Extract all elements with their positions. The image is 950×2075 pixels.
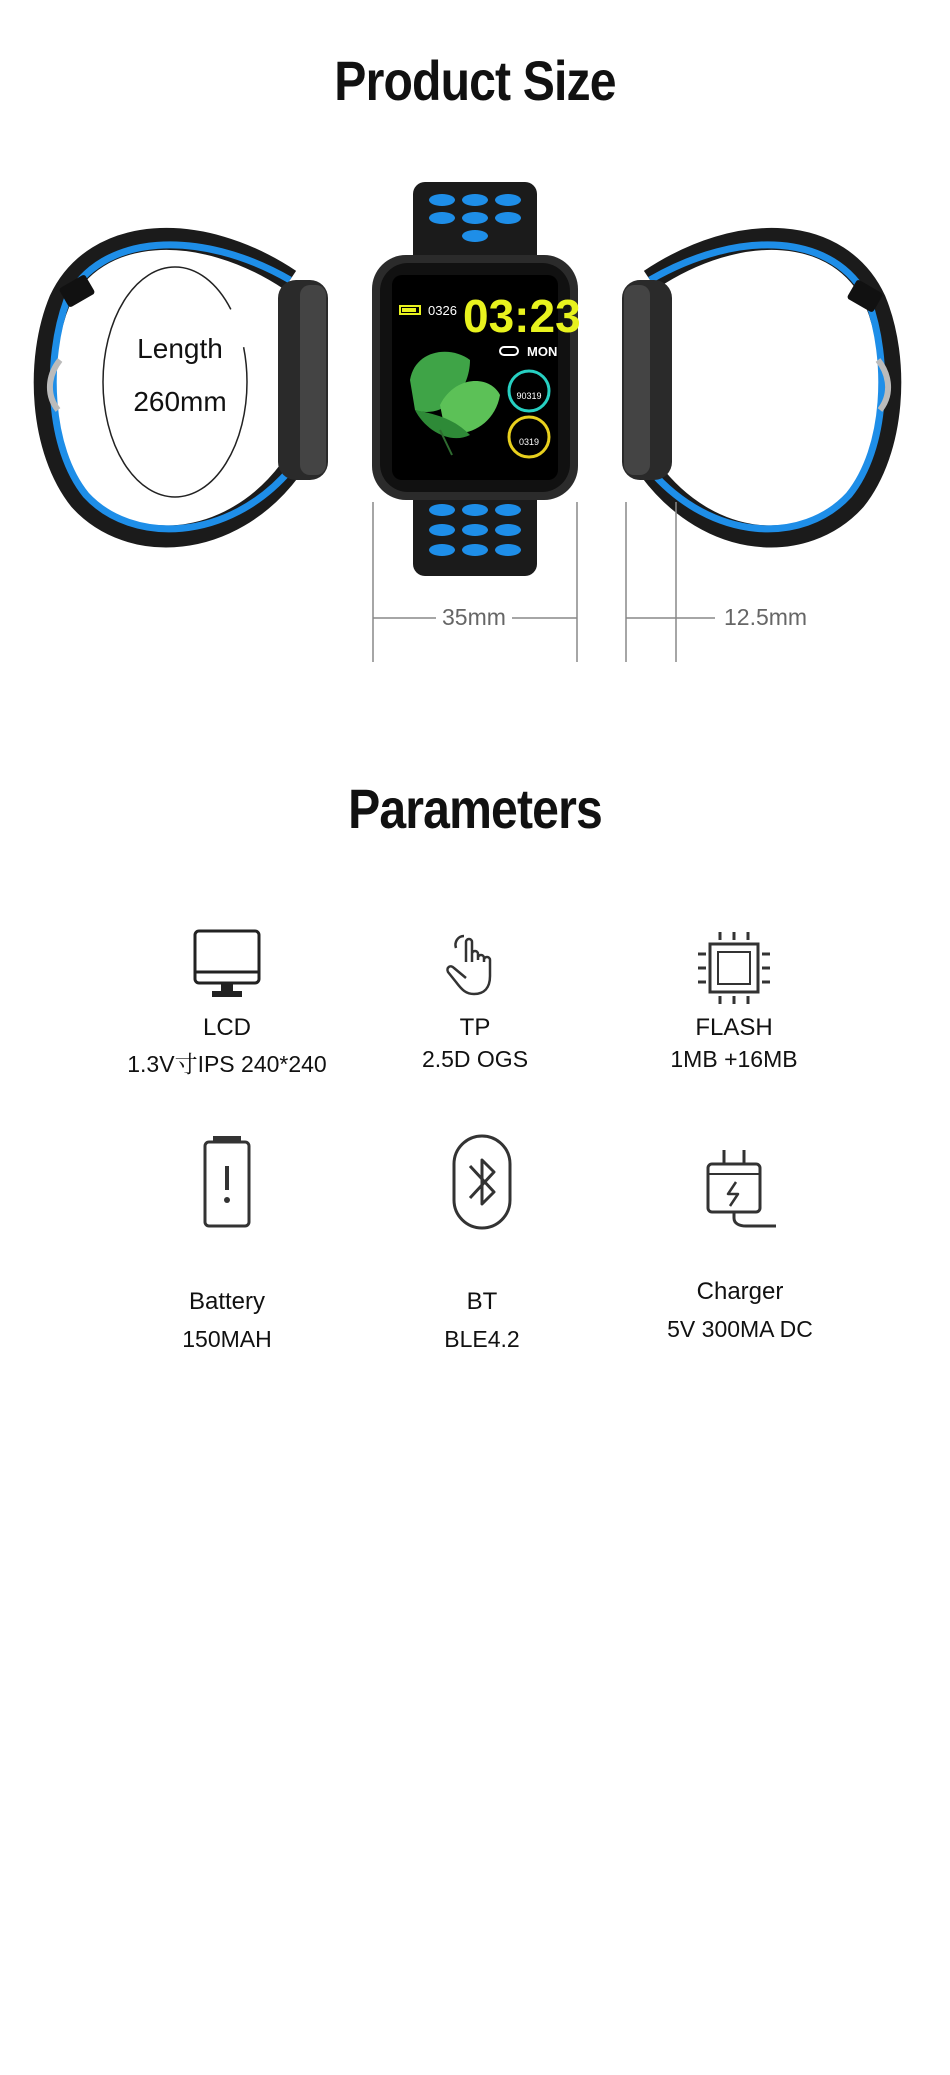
param-battery-value: 150MAH: [182, 1326, 272, 1352]
param-battery: [97, 1132, 357, 1353]
param-bt: [352, 1132, 612, 1353]
param-charger: [610, 1146, 870, 1343]
monitor-icon: [192, 928, 262, 1000]
thickness-dimension: 12.5mm: [718, 604, 813, 631]
param-lcd: [97, 928, 357, 1079]
watch-steps: 90319: [516, 391, 542, 401]
watch-day: MON: [527, 344, 558, 359]
param-tp-value: 2.5D OGS: [421, 1046, 529, 1072]
param-charger-name: Charger: [696, 1278, 784, 1305]
band-length-value: 260mm: [133, 386, 227, 417]
battery-icon: [197, 1132, 257, 1232]
watch-calories: 0319: [518, 437, 540, 447]
param-tp: [345, 928, 605, 1073]
touch-hand-icon: [440, 928, 510, 1000]
param-charger-value: 5V 300MA DC: [667, 1316, 813, 1342]
product-size-title: Product Size: [334, 49, 616, 112]
parameters-title: Parameters: [348, 777, 602, 840]
right-band-side-view: [622, 239, 890, 537]
watch-time: 03:23: [463, 290, 581, 342]
param-flash: [604, 928, 864, 1073]
charger-icon: [700, 1146, 780, 1232]
watch-front-view: [372, 182, 581, 576]
param-flash-value: 1MB +16MB: [670, 1046, 798, 1072]
param-bt-name: BT: [466, 1288, 498, 1315]
param-tp-name: TP: [459, 1014, 491, 1041]
width-dimension: 35mm: [436, 604, 512, 631]
param-bt-value: BLE4.2: [444, 1326, 520, 1352]
param-lcd-name: LCD: [202, 1014, 251, 1041]
param-flash-name: FLASH: [695, 1014, 773, 1041]
bluetooth-icon: [450, 1132, 514, 1232]
param-battery-name: Battery: [188, 1288, 266, 1315]
param-lcd-value: 1.3V寸IPS 240*240: [127, 1051, 327, 1077]
watch-top-steps: 0326: [428, 303, 457, 318]
chip-icon: [694, 928, 774, 1008]
band-length-label: Length: [137, 333, 223, 364]
